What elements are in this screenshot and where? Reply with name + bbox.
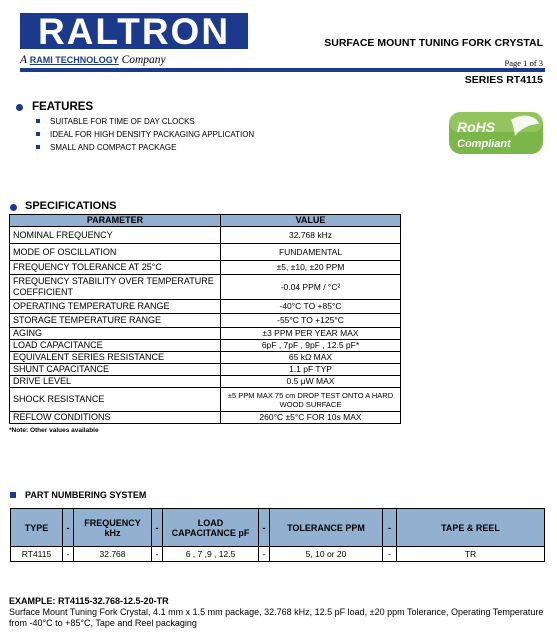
svg-text:RoHS: RoHS [457, 119, 496, 135]
series-label: SERIES RT4115 [464, 74, 543, 86]
table-row: OPERATING TEMPERATURE RANGE -40°C TO +85°C [10, 300, 401, 314]
table-header-row [11, 509, 545, 547]
table-row: RT4115 - 32.768 - 6 , 7 ,9 , 12.5 - 5, 10 or 20 - TR [11, 547, 545, 562]
feature-item: IDEAL FOR HIGH DENSITY PACKAGING APPLICATION [36, 130, 254, 139]
table-row: EQUIVALENT SERIES RESISTANCE 65 kΩ MAX [10, 352, 401, 364]
column-header: TOLERANCE PPM [270, 509, 383, 547]
rohs-compliant-icon [447, 110, 545, 156]
raltron-logo [20, 10, 248, 58]
tagline-brand: RAMI TECHNOLOGY [29, 55, 119, 65]
example-heading: EXAMPLE: RT4115-32.768-12.5-20-TR [9, 596, 169, 606]
table-row: NOMINAL FREQUENCY 32.768 kHz [10, 227, 401, 244]
table-row: DRIVE LEVEL 0.5 μW MAX [10, 376, 401, 388]
part-numbering-bullet-icon [10, 492, 16, 498]
example-description: Surface Mount Tuning Fork Crystal, 4.1 mm x 1.5 mm package, 32.768 kHz, 12.5 pF load, ±20 ppm Tolerance, Operating Temperature from -40°C to +85°C, Tape and Reel packaging [9, 607, 544, 628]
table-row: REFLOW CONDITIONS 260°C ±5°C FOR 10s MAX [10, 412, 401, 424]
features-bullet-icon [16, 104, 23, 111]
column-header: VALUE [221, 215, 401, 227]
page-number: Page 1 of 3 [504, 58, 543, 68]
part-numbering-table [10, 508, 545, 562]
tagline-suffix: Company [121, 54, 166, 66]
document-title: SURFACE MOUNT TUNING FORK CRYSTAL [324, 37, 543, 49]
column-header: PARAMETER [10, 215, 221, 227]
feature-item: SMALL AND COMPACT PACKAGE [36, 143, 176, 152]
column-header: - [259, 509, 270, 547]
column-header: LOAD CAPACITANCE pF [163, 509, 259, 547]
part-numbering-heading: PART NUMBERING SYSTEM [25, 490, 147, 500]
tagline-prefix: A [20, 54, 27, 66]
column-header: - [383, 509, 397, 547]
specifications-bullet-icon [10, 204, 17, 211]
table-row: FREQUENCY TOLERANCE AT 25°C ±5, ±10, ±20 PPM [10, 261, 401, 275]
square-bullet-icon [36, 119, 40, 123]
svg-text:Compliant: Compliant [457, 138, 511, 150]
tagline [20, 54, 166, 66]
table-row: STORAGE TEMPERATURE RANGE -55°C TO +125°C [10, 314, 401, 328]
features-heading: FEATURES [32, 101, 94, 113]
square-bullet-icon [36, 145, 40, 149]
table-row: LOAD CAPACITANCE 6pF , 7pF , 9pF , 12.5 pF* [10, 340, 401, 352]
column-header: - [152, 509, 163, 547]
table-row: MODE OF OSCILLATION FUNDAMENTAL [10, 244, 401, 261]
column-header: - [63, 509, 74, 547]
specifications-note: *Note: Other values available [9, 427, 99, 434]
specifications-table [9, 214, 401, 424]
header-divider [20, 68, 545, 72]
table-row: FREQUENCY STABILITY OVER TEMPERATURE COEFFICIENT -0.04 PPM / °C² [10, 275, 401, 300]
column-header: FREQUENCY kHz [74, 509, 152, 547]
table-row: SHOCK RESISTANCE ±5 PPM MAX 75 cm DROP TEST ONTO A HARD WOOD SURFACE [10, 388, 401, 412]
table-header-row [10, 215, 401, 227]
logo-text: RALTRON [37, 11, 231, 52]
table-row: AGING ±3 PPM PER YEAR MAX [10, 328, 401, 340]
table-row: SHUNT CAPACITANCE 1.1 pF TYP [10, 364, 401, 376]
column-header: TAPE & REEL [397, 509, 545, 547]
specifications-heading: SPECIFICATIONS [25, 200, 117, 212]
feature-item: SUITABLE FOR TIME OF DAY CLOCKS [36, 117, 195, 126]
square-bullet-icon [36, 132, 40, 136]
column-header: TYPE [11, 509, 63, 547]
